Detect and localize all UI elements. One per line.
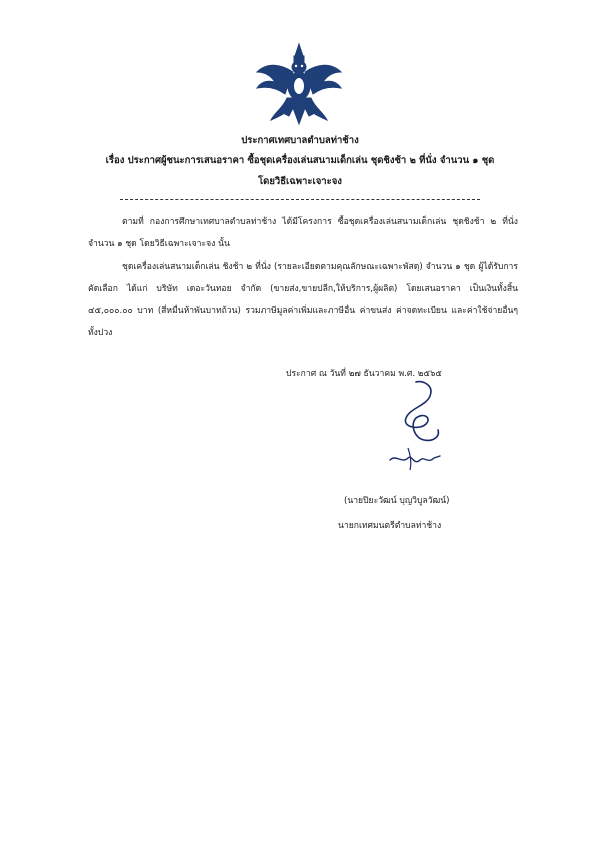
announcement-heading: ประกาศเทศบาลตำบลท่าช้าง — [241, 135, 359, 146]
announcement-subject: เรื่อง ประกาศผู้ชนะการเสนอราคา ซื้อชุดเครื่องเล่นสนามเด็กเล่น ชุดชิงช้า ๒ ที่นั่ง จำนวน ๑ ชุด — [105, 155, 495, 166]
signer-title: นายกเทศมนตรีตำบลท่าช้าง — [338, 521, 442, 531]
garuda-emblem-icon — [253, 42, 345, 128]
body-paragraph-1: ตามที่ กองการศึกษาเทศบาลตำบลท่าช้าง ได้มีโครงการ ซื้อชุดเครื่องเล่นสนามเด็กเล่น ชุดชิงช้า ๒ ที่นั่ง จำนวน ๑ ชุด โดยวิธีเฉพาะเจาะจง นั้น — [88, 217, 518, 249]
signature-icon — [380, 378, 450, 478]
body-paragraph-2: ชุดเครื่องเล่นสนามเด็กเล่น ชิงช้า ๒ ที่นั่ง (รายละเอียดตามคุณลักษณะเฉพาะพัสดุ) จำนวน ๑ ชุด ผู้ได้รับการคัดเลือก ได้แก่ บริษัท เดอะวันทอย จำกัด (ขายส่ง,ขายปลีก,ให้บริการ,ผู้ผลิต) โดยเสนอราคา เป็นเงินทั้งสิ้น ๔๕,๐๐๐.๐๐ บาท (สี่หมื่นห้าพันบาทถ้วน) รวมภาษีมูลค่าเพิ่มและภาษีอื่น ค่าขนส่ง ค่าจดทะเบียน และค่าใช้จ่ายอื่นๆ ทั้งปวง — [88, 262, 518, 338]
announcement-method: โดยวิธีเฉพาะเจาะจง — [258, 176, 342, 187]
announcement-date: ประกาศ ณ วันที่ ๒๗ ธันวาคม พ.ศ. ๒๕๖๕ — [286, 369, 442, 379]
dashed-divider — [120, 199, 480, 200]
signer-name: (นายปิยะวัฒน์ บุญวิบูลวัฒน์) — [344, 496, 450, 506]
